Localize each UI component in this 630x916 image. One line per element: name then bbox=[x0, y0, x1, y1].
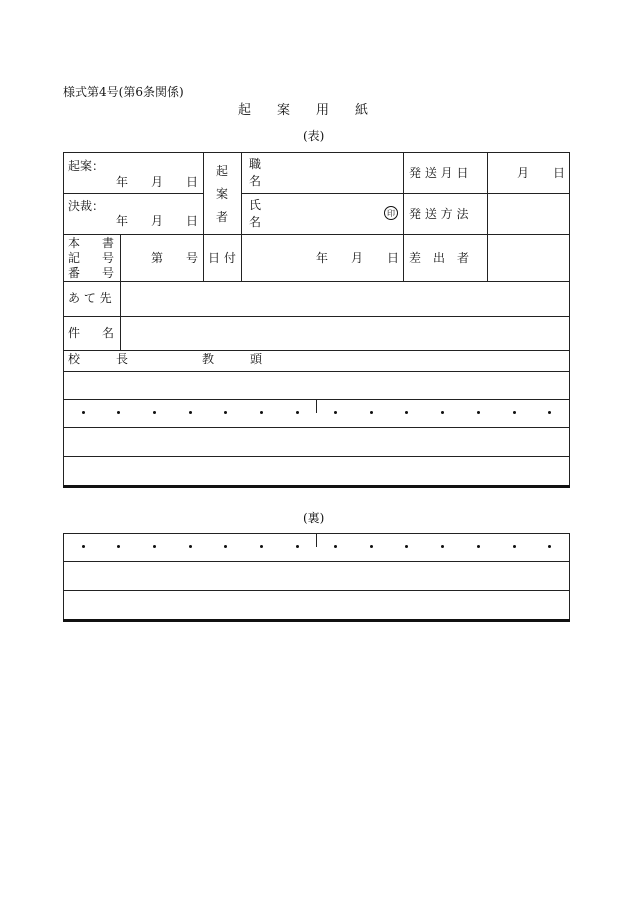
front-side-label: (表) bbox=[303, 129, 325, 143]
seal-mark: 印 bbox=[384, 206, 398, 220]
doc-number-label-2a: 記 bbox=[68, 251, 81, 265]
draft-day: 日 bbox=[186, 175, 199, 189]
send-method-label: 発 送 方 法 bbox=[409, 207, 469, 221]
form-label: 様式第4号(第6条関係) bbox=[63, 85, 184, 99]
doc-number-label-3a: 番 bbox=[68, 266, 81, 280]
doc-number-go: 号 bbox=[186, 251, 199, 265]
sender-label: 差 出 者 bbox=[409, 251, 470, 265]
send-date-day: 日 bbox=[553, 166, 566, 180]
page-title: 起 案 用 紙 bbox=[238, 103, 369, 118]
date-month: 月 bbox=[351, 251, 364, 265]
draft-label: 起案： bbox=[68, 159, 105, 173]
date-year: 年 bbox=[316, 251, 329, 265]
decision-month: 月 bbox=[151, 214, 164, 228]
draft-year: 年 bbox=[116, 175, 129, 189]
date-label: 日 付 bbox=[208, 251, 236, 265]
vice-principal-label: 教 頭 bbox=[202, 352, 263, 366]
draft-month: 月 bbox=[151, 175, 164, 189]
decision-label: 決裁： bbox=[68, 199, 105, 213]
drafter-label-2: 案 bbox=[216, 187, 229, 201]
subject-label-2: 名 bbox=[102, 326, 115, 340]
decision-year: 年 bbox=[116, 214, 129, 228]
doc-number-dai: 第 bbox=[151, 251, 164, 265]
principal-label: 校 長 bbox=[68, 352, 129, 366]
doc-number-label-3b: 号 bbox=[102, 266, 115, 280]
doc-number-label-1a: 本 bbox=[68, 236, 81, 250]
back-side-label: (裏) bbox=[303, 511, 325, 525]
addressee-label: あ て 先 bbox=[68, 291, 112, 305]
doc-number-label-2b: 号 bbox=[102, 251, 115, 265]
subject-label-1: 件 bbox=[68, 326, 81, 340]
position-label-1: 職 bbox=[249, 157, 262, 171]
name-label-1: 氏 bbox=[249, 198, 262, 212]
front-form bbox=[63, 152, 570, 488]
name-label-2: 名 bbox=[249, 215, 262, 229]
date-day: 日 bbox=[387, 251, 400, 265]
decision-day: 日 bbox=[186, 214, 199, 228]
send-date-label: 発 送 月 日 bbox=[409, 166, 469, 180]
doc-number-label-1b: 書 bbox=[102, 236, 115, 250]
drafter-label-1: 起 bbox=[216, 164, 229, 178]
drafter-label-3: 者 bbox=[216, 210, 229, 224]
send-date-month: 月 bbox=[517, 166, 530, 180]
position-label-2: 名 bbox=[249, 174, 262, 188]
